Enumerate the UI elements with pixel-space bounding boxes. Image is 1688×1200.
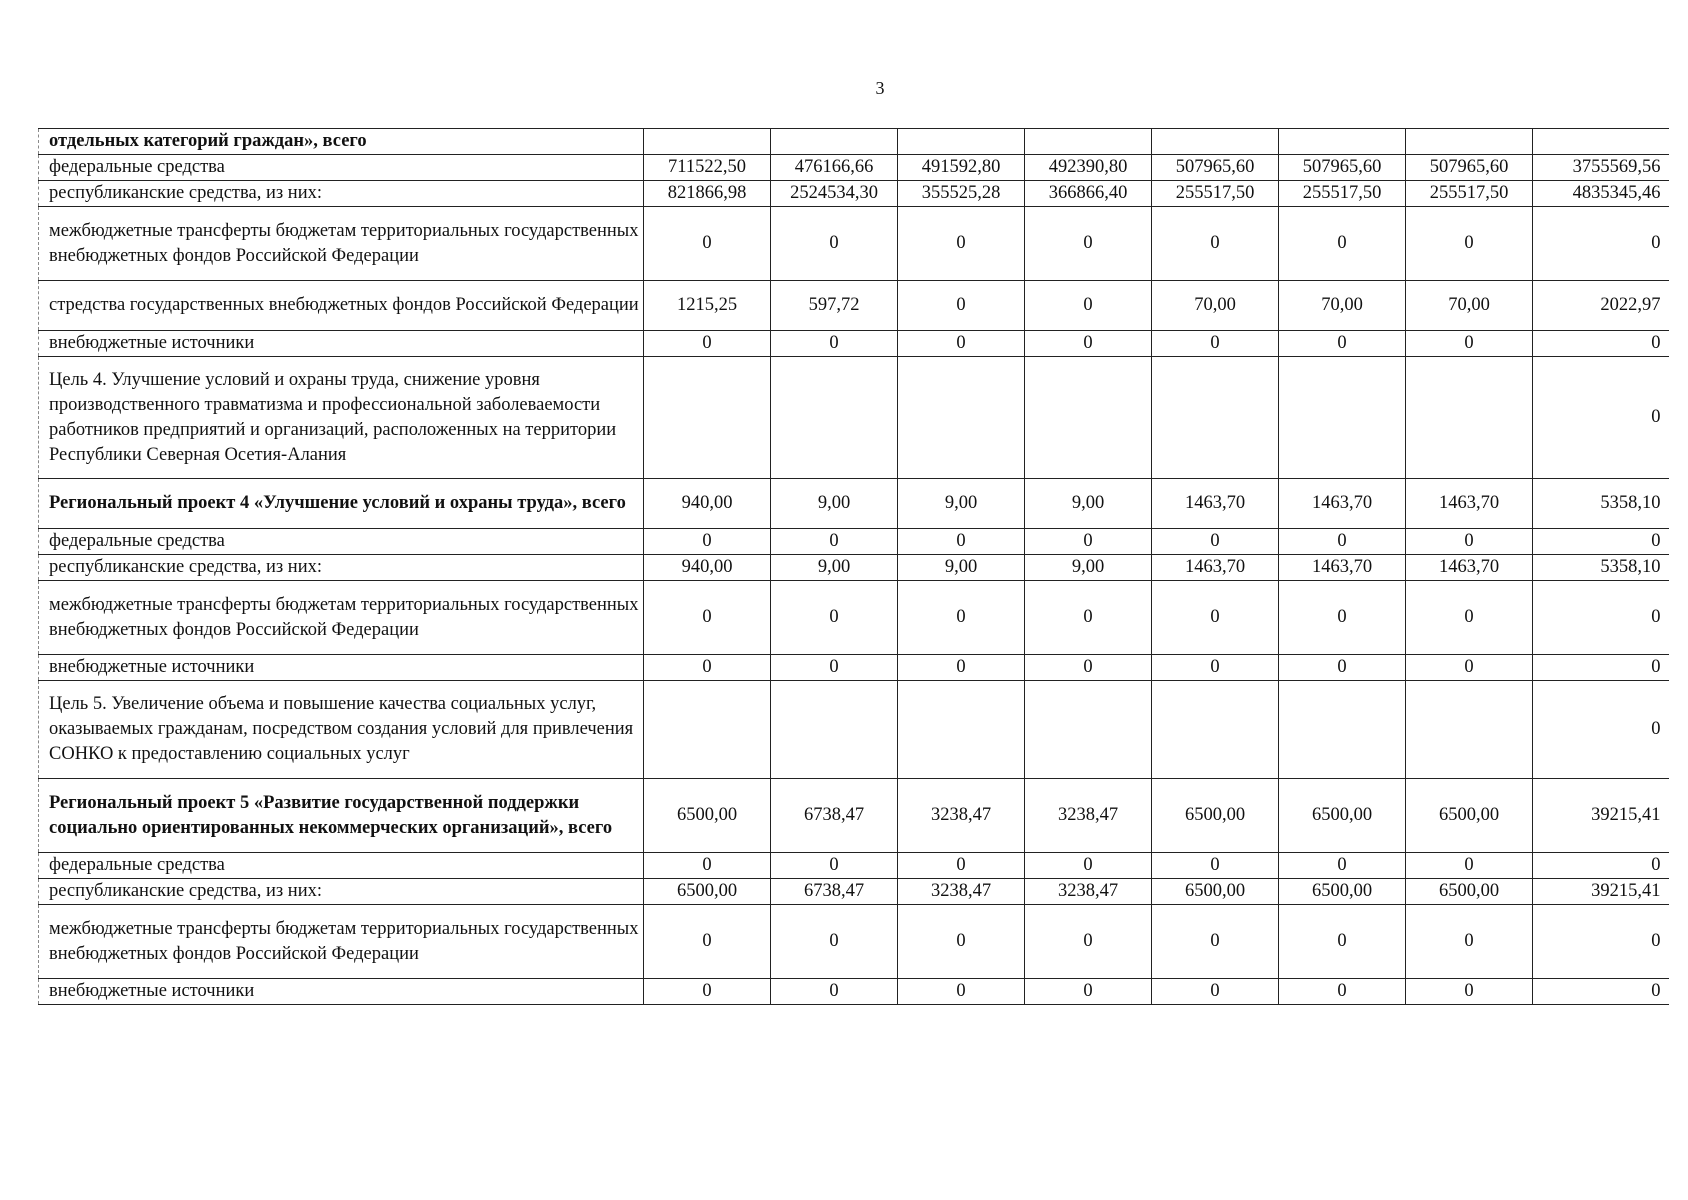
- value-cell: 0: [771, 905, 898, 979]
- value-cell: 507965,60: [1406, 155, 1533, 181]
- table-row: [39, 357, 1669, 479]
- total-cell: 0: [1533, 529, 1669, 555]
- value-cell: 0: [1406, 655, 1533, 681]
- value-cell: 0: [1279, 905, 1406, 979]
- value-cell: 0: [1152, 529, 1279, 555]
- value-cell: 0: [644, 581, 771, 655]
- value-cell: 0: [1406, 207, 1533, 281]
- value-cell: 0: [644, 979, 771, 1005]
- value-cell: 0: [1025, 853, 1152, 879]
- row-label: Цель 5. Увеличение объема и повышение качества социальных услуг, оказываемых гражданам, посредством создания условий для привлечения СОНКО к предоставлению социальных услуг: [39, 681, 644, 779]
- value-cell: 0: [644, 655, 771, 681]
- value-cell: 940,00: [644, 555, 771, 581]
- value-cell: 0: [771, 853, 898, 879]
- value-cell: 0: [1152, 207, 1279, 281]
- value-cell: [1025, 129, 1152, 155]
- table-row: [39, 779, 1669, 853]
- value-cell: [644, 681, 771, 779]
- value-cell: [1279, 681, 1406, 779]
- value-cell: 6500,00: [644, 779, 771, 853]
- value-cell: 2524534,30: [771, 181, 898, 207]
- value-cell: 0: [1152, 331, 1279, 357]
- value-cell: 0: [1025, 331, 1152, 357]
- value-cell: [1152, 129, 1279, 155]
- value-cell: 1463,70: [1406, 555, 1533, 581]
- row-label: межбюджетные трансферты бюджетам территориальных государственных внебюджетных фондов Российской Федерации: [39, 581, 644, 655]
- value-cell: 1463,70: [1406, 479, 1533, 529]
- value-cell: 0: [1279, 331, 1406, 357]
- value-cell: 491592,80: [898, 155, 1025, 181]
- value-cell: 1463,70: [1279, 555, 1406, 581]
- value-cell: 9,00: [1025, 479, 1152, 529]
- total-cell: 4835345,46: [1533, 181, 1669, 207]
- value-cell: [1406, 681, 1533, 779]
- value-cell: [771, 681, 898, 779]
- value-cell: 597,72: [771, 281, 898, 331]
- value-cell: 0: [1025, 905, 1152, 979]
- table-row: [39, 655, 1669, 681]
- value-cell: 6500,00: [1279, 779, 1406, 853]
- table-row: [39, 181, 1669, 207]
- value-cell: 6500,00: [1152, 779, 1279, 853]
- value-cell: 0: [1279, 979, 1406, 1005]
- value-cell: 0: [898, 581, 1025, 655]
- value-cell: 0: [771, 581, 898, 655]
- value-cell: 255517,50: [1279, 181, 1406, 207]
- value-cell: 3238,47: [898, 879, 1025, 905]
- total-cell: 0: [1533, 331, 1669, 357]
- value-cell: [771, 129, 898, 155]
- table-row: [39, 979, 1669, 1005]
- value-cell: 355525,28: [898, 181, 1025, 207]
- row-label: внебюджетные источники: [39, 979, 644, 1005]
- row-label: республиканские средства, из них:: [39, 555, 644, 581]
- table-row: [39, 529, 1669, 555]
- total-cell: 39215,41: [1533, 879, 1669, 905]
- value-cell: 0: [1152, 655, 1279, 681]
- total-cell: 2022,97: [1533, 281, 1669, 331]
- row-label: Региональный проект 5 «Развитие государственной поддержки социально ориентированных некоммерческих организаций», всего: [39, 779, 644, 853]
- value-cell: 0: [1152, 905, 1279, 979]
- table-row: [39, 681, 1669, 779]
- value-cell: 255517,50: [1406, 181, 1533, 207]
- table-body: [39, 129, 1669, 1005]
- value-cell: 0: [898, 207, 1025, 281]
- total-cell: 0: [1533, 207, 1669, 281]
- value-cell: [1279, 357, 1406, 479]
- value-cell: 0: [644, 529, 771, 555]
- table-row: [39, 581, 1669, 655]
- row-label: межбюджетные трансферты бюджетам территориальных государственных внебюджетных фондов Российской Федерации: [39, 207, 644, 281]
- value-cell: [898, 681, 1025, 779]
- value-cell: 507965,60: [1152, 155, 1279, 181]
- value-cell: 0: [1025, 581, 1152, 655]
- value-cell: 0: [1406, 581, 1533, 655]
- value-cell: [1406, 357, 1533, 479]
- value-cell: 0: [898, 281, 1025, 331]
- value-cell: [1152, 357, 1279, 479]
- row-label: отдельных категорий граждан», всего: [39, 129, 644, 155]
- value-cell: 3238,47: [898, 779, 1025, 853]
- value-cell: [898, 357, 1025, 479]
- value-cell: 0: [1025, 207, 1152, 281]
- value-cell: 492390,80: [1025, 155, 1152, 181]
- value-cell: 1463,70: [1152, 479, 1279, 529]
- value-cell: 476166,66: [771, 155, 898, 181]
- value-cell: 9,00: [771, 555, 898, 581]
- table-row: [39, 479, 1669, 529]
- value-cell: 0: [1279, 529, 1406, 555]
- value-cell: 9,00: [898, 479, 1025, 529]
- total-cell: 0: [1533, 681, 1669, 779]
- value-cell: 0: [1279, 581, 1406, 655]
- value-cell: 0: [644, 207, 771, 281]
- value-cell: 0: [771, 331, 898, 357]
- row-label: внебюджетные источники: [39, 331, 644, 357]
- value-cell: 0: [1279, 853, 1406, 879]
- row-label: федеральные средства: [39, 155, 644, 181]
- total-cell: [1533, 129, 1669, 155]
- value-cell: [1406, 129, 1533, 155]
- value-cell: 9,00: [898, 555, 1025, 581]
- value-cell: 0: [644, 331, 771, 357]
- budget-table: [38, 128, 1669, 1005]
- table-row: [39, 905, 1669, 979]
- value-cell: 6500,00: [1152, 879, 1279, 905]
- value-cell: [644, 129, 771, 155]
- value-cell: 0: [771, 979, 898, 1005]
- value-cell: 0: [1025, 655, 1152, 681]
- total-cell: 0: [1533, 581, 1669, 655]
- table-row: [39, 879, 1669, 905]
- row-label: республиканские средства, из них:: [39, 879, 644, 905]
- value-cell: 1463,70: [1152, 555, 1279, 581]
- value-cell: 1463,70: [1279, 479, 1406, 529]
- total-cell: 0: [1533, 979, 1669, 1005]
- table-row: [39, 555, 1669, 581]
- value-cell: 255517,50: [1152, 181, 1279, 207]
- value-cell: 3238,47: [1025, 779, 1152, 853]
- value-cell: 9,00: [1025, 555, 1152, 581]
- total-cell: 5358,10: [1533, 479, 1669, 529]
- value-cell: [1025, 357, 1152, 479]
- value-cell: 0: [771, 529, 898, 555]
- value-cell: 0: [644, 905, 771, 979]
- value-cell: 821866,98: [644, 181, 771, 207]
- value-cell: 0: [1025, 281, 1152, 331]
- row-label: межбюджетные трансферты бюджетам территориальных государственных внебюджетных фондов Российской Федерации: [39, 905, 644, 979]
- value-cell: 0: [644, 853, 771, 879]
- value-cell: 0: [1025, 529, 1152, 555]
- value-cell: 6500,00: [1406, 779, 1533, 853]
- value-cell: 0: [1279, 207, 1406, 281]
- total-cell: 0: [1533, 655, 1669, 681]
- value-cell: 507965,60: [1279, 155, 1406, 181]
- value-cell: 366866,40: [1025, 181, 1152, 207]
- total-cell: 0: [1533, 905, 1669, 979]
- value-cell: 70,00: [1152, 281, 1279, 331]
- value-cell: 0: [1406, 853, 1533, 879]
- value-cell: [1279, 129, 1406, 155]
- row-label: федеральные средства: [39, 529, 644, 555]
- value-cell: 0: [1152, 853, 1279, 879]
- total-cell: 5358,10: [1533, 555, 1669, 581]
- table-row: [39, 155, 1669, 181]
- value-cell: 9,00: [771, 479, 898, 529]
- value-cell: [1152, 681, 1279, 779]
- total-cell: 3755569,56: [1533, 155, 1669, 181]
- value-cell: 0: [898, 905, 1025, 979]
- value-cell: 0: [898, 655, 1025, 681]
- value-cell: 6500,00: [1279, 879, 1406, 905]
- value-cell: 70,00: [1279, 281, 1406, 331]
- value-cell: 6500,00: [644, 879, 771, 905]
- value-cell: 6500,00: [1406, 879, 1533, 905]
- value-cell: 0: [1279, 655, 1406, 681]
- value-cell: 6738,47: [771, 779, 898, 853]
- value-cell: 0: [1406, 979, 1533, 1005]
- value-cell: 0: [1152, 581, 1279, 655]
- table-row: [39, 331, 1669, 357]
- value-cell: 0: [898, 853, 1025, 879]
- row-label: внебюджетные источники: [39, 655, 644, 681]
- value-cell: 940,00: [644, 479, 771, 529]
- value-cell: 0: [771, 655, 898, 681]
- value-cell: 6738,47: [771, 879, 898, 905]
- row-label: Региональный проект 4 «Улучшение условий и охраны труда», всего: [39, 479, 644, 529]
- value-cell: 0: [898, 979, 1025, 1005]
- value-cell: [644, 357, 771, 479]
- value-cell: 70,00: [1406, 281, 1533, 331]
- value-cell: 0: [1406, 331, 1533, 357]
- value-cell: 0: [898, 331, 1025, 357]
- value-cell: 3238,47: [1025, 879, 1152, 905]
- table-row: [39, 207, 1669, 281]
- value-cell: [898, 129, 1025, 155]
- table-row: [39, 281, 1669, 331]
- total-cell: 0: [1533, 853, 1669, 879]
- value-cell: [771, 357, 898, 479]
- value-cell: [1025, 681, 1152, 779]
- row-label: республиканские средства, из них:: [39, 181, 644, 207]
- total-cell: 39215,41: [1533, 779, 1669, 853]
- page-number: 3: [875, 78, 885, 98]
- table-row: [39, 853, 1669, 879]
- value-cell: 0: [771, 207, 898, 281]
- row-label: федеральные средства: [39, 853, 644, 879]
- value-cell: 0: [1406, 905, 1533, 979]
- value-cell: 0: [1406, 529, 1533, 555]
- value-cell: 0: [1152, 979, 1279, 1005]
- value-cell: 711522,50: [644, 155, 771, 181]
- row-label: стредства государственных внебюджетных фондов Российской Федерации: [39, 281, 644, 331]
- table-row: [39, 129, 1669, 155]
- row-label: Цель 4. Улучшение условий и охраны труда, снижение уровня производственного травматизма и профессиональной заболеваемости работников предприятий и организаций, расположенных на территории Республики Северная Осетия-Алания: [39, 357, 644, 479]
- value-cell: 1215,25: [644, 281, 771, 331]
- value-cell: 0: [1025, 979, 1152, 1005]
- value-cell: 0: [898, 529, 1025, 555]
- total-cell: 0: [1533, 357, 1669, 479]
